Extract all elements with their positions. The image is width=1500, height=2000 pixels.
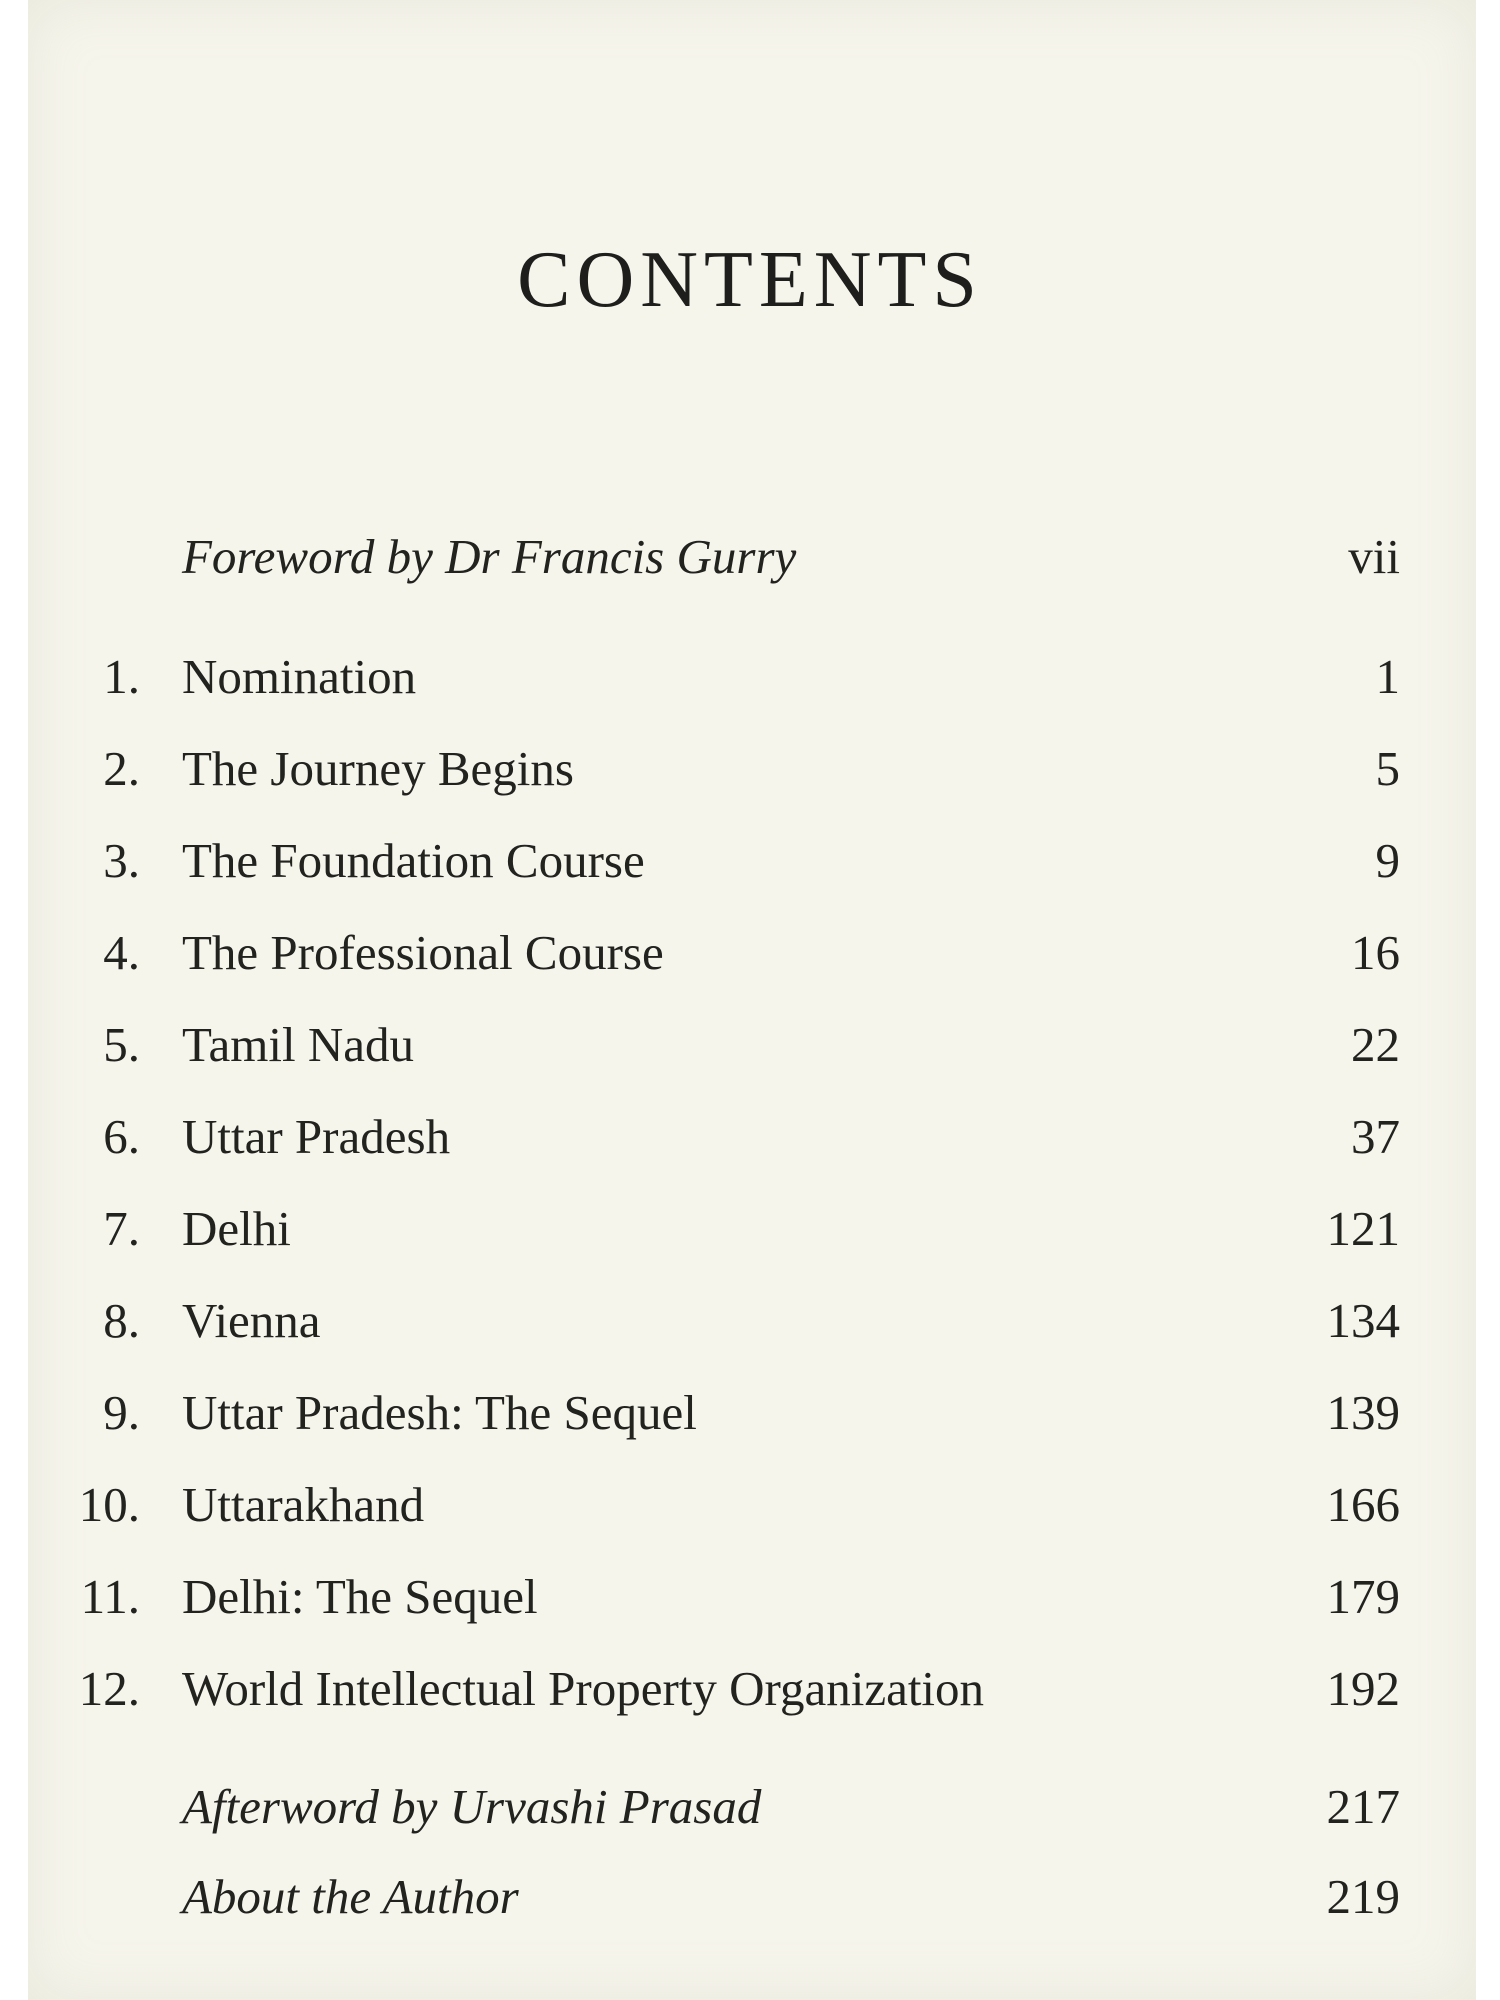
toc-entry-number: 3. xyxy=(103,833,140,888)
toc-entry-page: 16 xyxy=(1351,925,1400,980)
toc-entry-chapter-4 xyxy=(0,918,1500,988)
toc-entry-label: Delhi xyxy=(182,1201,291,1256)
toc-entry-chapter-5 xyxy=(0,1010,1500,1080)
toc-entry-page: 9 xyxy=(1375,833,1400,888)
toc-entry-page: 5 xyxy=(1375,741,1400,796)
toc-entry-number: 9. xyxy=(103,1385,140,1440)
toc-entry-chapter-2 xyxy=(0,734,1500,804)
toc-entry-number: 12. xyxy=(78,1661,140,1716)
toc-entry-label: Nomination xyxy=(182,649,417,704)
toc-entry-foreword xyxy=(0,522,1500,592)
toc-entry-label: Delhi: The Sequel xyxy=(182,1569,538,1624)
toc-entry-chapter-8 xyxy=(0,1286,1500,1356)
toc-entry-label: World Intellectual Property Organization xyxy=(182,1661,985,1716)
toc-entry-number: 1. xyxy=(103,649,140,704)
toc-entry-afterword xyxy=(0,1772,1500,1842)
toc-entry-page: 121 xyxy=(1326,1201,1400,1256)
toc-entry-page: 139 xyxy=(1326,1385,1400,1440)
toc-entry-number: 7. xyxy=(103,1201,140,1256)
toc-entry-number: 4. xyxy=(103,925,140,980)
toc-entry-number: 11. xyxy=(80,1569,140,1624)
toc-entry-page: 166 xyxy=(1326,1477,1400,1532)
toc-entry-page: 179 xyxy=(1326,1569,1400,1624)
toc-entry-number: 5. xyxy=(103,1017,140,1072)
toc-entry-label: Vienna xyxy=(182,1293,321,1348)
toc-entry-number: 8. xyxy=(103,1293,140,1348)
toc-entry-number: 6. xyxy=(103,1109,140,1164)
toc-entry-label: The Journey Begins xyxy=(182,741,574,796)
toc-entry-page: 134 xyxy=(1326,1293,1400,1348)
toc-entry-about-author xyxy=(0,1862,1500,1932)
toc-entry-label: Afterword by Urvashi Prasad xyxy=(182,1779,762,1834)
toc-entry-chapter-7 xyxy=(0,1194,1500,1264)
toc-entry-label: The Foundation Course xyxy=(182,833,645,888)
toc-entry-label: Foreword by Dr Francis Gurry xyxy=(182,529,797,584)
toc-entry-label: Tamil Nadu xyxy=(182,1017,414,1072)
toc-entry-label: Uttarakhand xyxy=(182,1477,425,1532)
toc-entry-page: 1 xyxy=(1375,649,1400,704)
toc-entry-page: 22 xyxy=(1351,1017,1400,1072)
toc-entry-chapter-1 xyxy=(0,642,1500,712)
toc-entry-chapter-3 xyxy=(0,826,1500,896)
toc-entry-label: About the Author xyxy=(182,1869,519,1924)
toc-entry-page: 37 xyxy=(1351,1109,1400,1164)
toc-entry-label: Uttar Pradesh xyxy=(182,1109,451,1164)
toc-entry-label: Uttar Pradesh: The Sequel xyxy=(182,1385,697,1440)
toc-entry-chapter-12 xyxy=(0,1654,1500,1724)
toc-entry-chapter-9 xyxy=(0,1378,1500,1448)
toc-entry-number: 10. xyxy=(78,1477,140,1532)
page-title: CONTENTS xyxy=(517,236,983,324)
toc-entry-page: vii xyxy=(1348,529,1400,584)
toc-entry-page: 192 xyxy=(1326,1661,1400,1716)
toc-entry-chapter-11 xyxy=(0,1562,1500,1632)
toc-entry-page: 217 xyxy=(1326,1779,1400,1834)
toc-entry-number: 2. xyxy=(103,741,140,796)
toc-entry-chapter-6 xyxy=(0,1102,1500,1172)
toc-entry-chapter-10 xyxy=(0,1470,1500,1540)
toc-entry-page: 219 xyxy=(1326,1869,1400,1924)
toc-entry-label: The Professional Course xyxy=(182,925,664,980)
